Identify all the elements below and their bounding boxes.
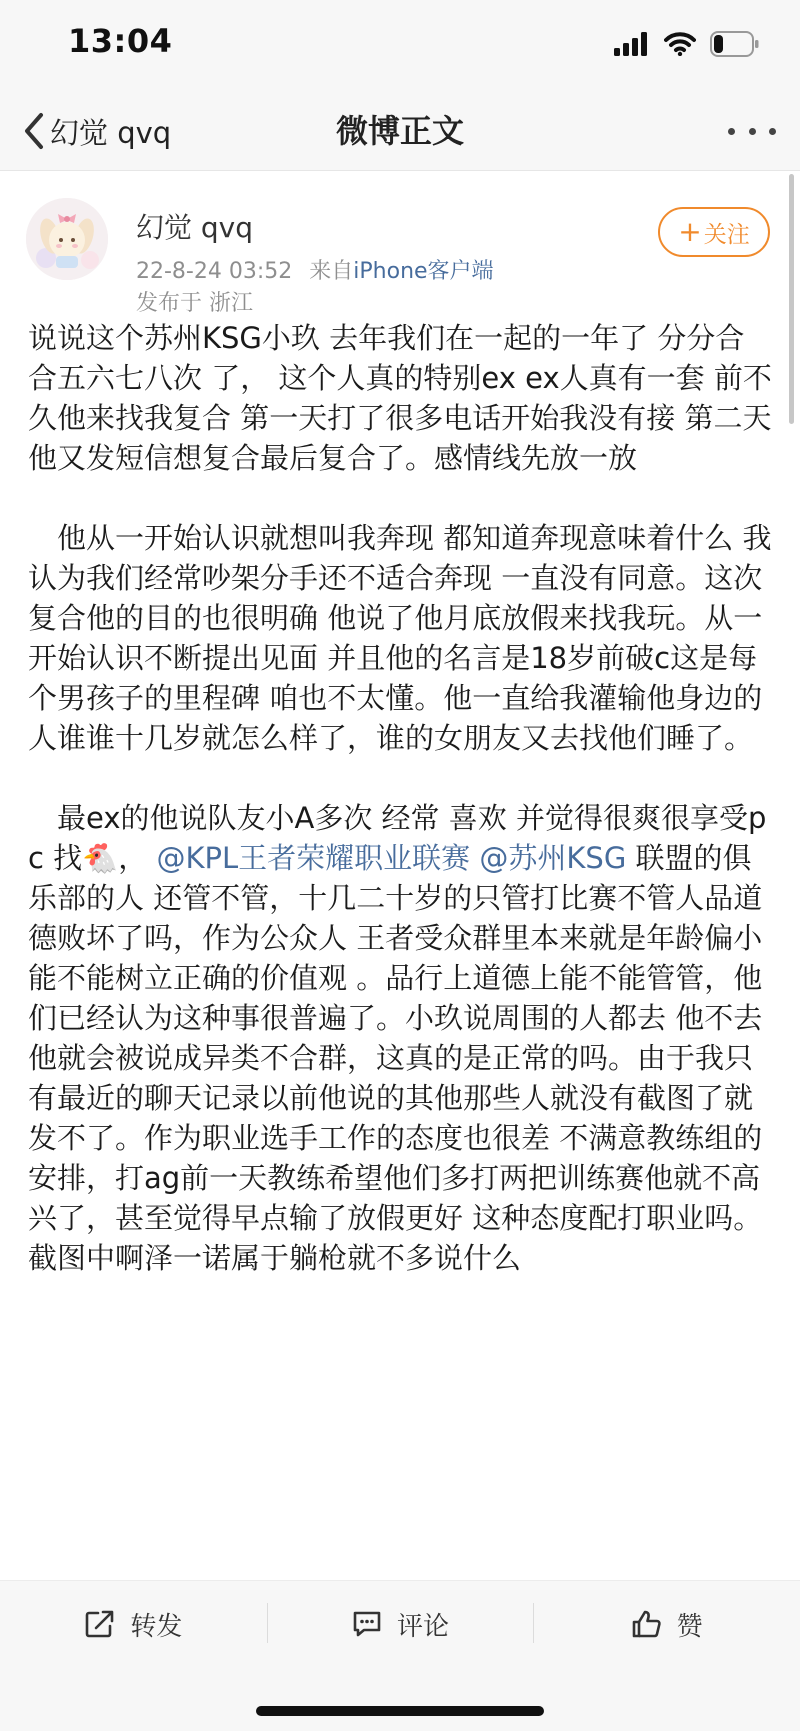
thumbs-up-icon <box>631 1609 663 1639</box>
source-prefix: 来自 <box>309 259 354 284</box>
like-label: 赞 <box>676 1611 703 1642</box>
post-location: 发布于 浙江 <box>136 291 253 316</box>
comment-label: 评论 <box>397 1611 450 1642</box>
mention-link-ksg[interactable]: @苏州KSG <box>479 841 627 875</box>
post-paragraph: 他从一开始认识就想叫我奔现 都知道奔现意味着什么 我认为我们经常吵架分手还不适合奔现 一直没有同意。这次复合他的目的也很明确 他说了他月底放假来找我玩。从一开始认识不断提出见面 并且他的名言是18岁前破c这是每个男孩子的里程碑 咱也不太懂。他一直给我灌输他身边的人谁谁十几岁就怎么样了，谁的女朋友又去找他们睡了。 <box>28 521 772 755</box>
repost-label: 转发 <box>130 1611 183 1642</box>
status-icons <box>614 28 760 60</box>
more-dot-icon <box>749 128 756 135</box>
mention-link-kpl[interactable]: @KPL王者荣耀职业联赛 <box>156 841 471 875</box>
author-name[interactable]: 幻觉 qvq <box>136 211 254 244</box>
plus-icon: + <box>678 215 702 248</box>
comment-button[interactable] <box>267 1581 534 1667</box>
post-body <box>28 318 772 1318</box>
post-source-link[interactable]: iPhone客户端 <box>353 259 494 284</box>
like-button[interactable] <box>533 1581 800 1667</box>
more-dot-icon <box>769 128 776 135</box>
page-title: 微博正文 <box>335 112 464 150</box>
post-paragraph <box>28 798 772 1278</box>
battery-icon <box>710 31 760 57</box>
action-bar <box>0 1580 800 1667</box>
cellular-signal-icon <box>614 32 650 56</box>
more-options-button[interactable] <box>728 112 776 150</box>
nav-bar <box>0 92 800 171</box>
comment-icon <box>351 1609 383 1639</box>
post-meta <box>136 254 494 285</box>
paragraph-text: 联盟的俱乐部的人 还管不管，十几二十岁的只管打比赛不管人品道德败坏了吗，作为公众人 王者受众群里本来就是年龄偏小 能不能树立正确的价值观 。品行上道德上能不能管管，他们已经认为这种事很普遍了。小玖说周围的人都去 他不去他就会被说成异类不合群，这真的是正常的吗。由于我只有最近的聊天记录以前他说的其他那些人就没有截图了就发不了。作为职业选手工作的态度也很差 不满意教练组的安排，打ag前一天教练希望他们多打两把训练赛他就不高兴了，甚至觉得早点输了放假更好 这种态度配打职业吗。截图中啊泽一诺属于躺枪就不多说什么 <box>28 841 763 1275</box>
bottom-safe-area <box>0 1666 800 1731</box>
back-button-label: 幻觉 qvq <box>50 115 172 150</box>
post-paragraph: 说说这个苏州KSG小玖 去年我们在一起的一年了 分分合合五六七八次 了， 这个人真的特别ex ex人真有一套 前不久他来找我复合 第一天打了很多电话开始我没有接 第二天他又发短信想复合最后复合了。感情线先放一放 <box>28 321 772 475</box>
chicken-emoji: 🐔 <box>82 841 119 875</box>
follow-button[interactable] <box>658 207 770 257</box>
avatar-bunny-icon <box>26 198 108 280</box>
avatar[interactable] <box>26 198 108 280</box>
more-dot-icon <box>728 128 735 135</box>
status-bar <box>0 0 800 92</box>
home-indicator[interactable] <box>256 1706 544 1716</box>
paragraph-text: ， <box>118 841 148 875</box>
follow-button-label: 关注 <box>703 221 750 248</box>
paragraph-text: 最ex的他说队友小A多次 经常 喜欢 并觉得很爽很享受pc 找 <box>28 801 767 875</box>
post-date: 22-8-24 03:52 <box>136 259 293 284</box>
wifi-icon <box>664 32 696 56</box>
repost-button[interactable] <box>0 1581 267 1667</box>
share-icon <box>84 1609 116 1639</box>
status-time: 13:04 <box>68 22 173 60</box>
post-header <box>0 170 800 320</box>
